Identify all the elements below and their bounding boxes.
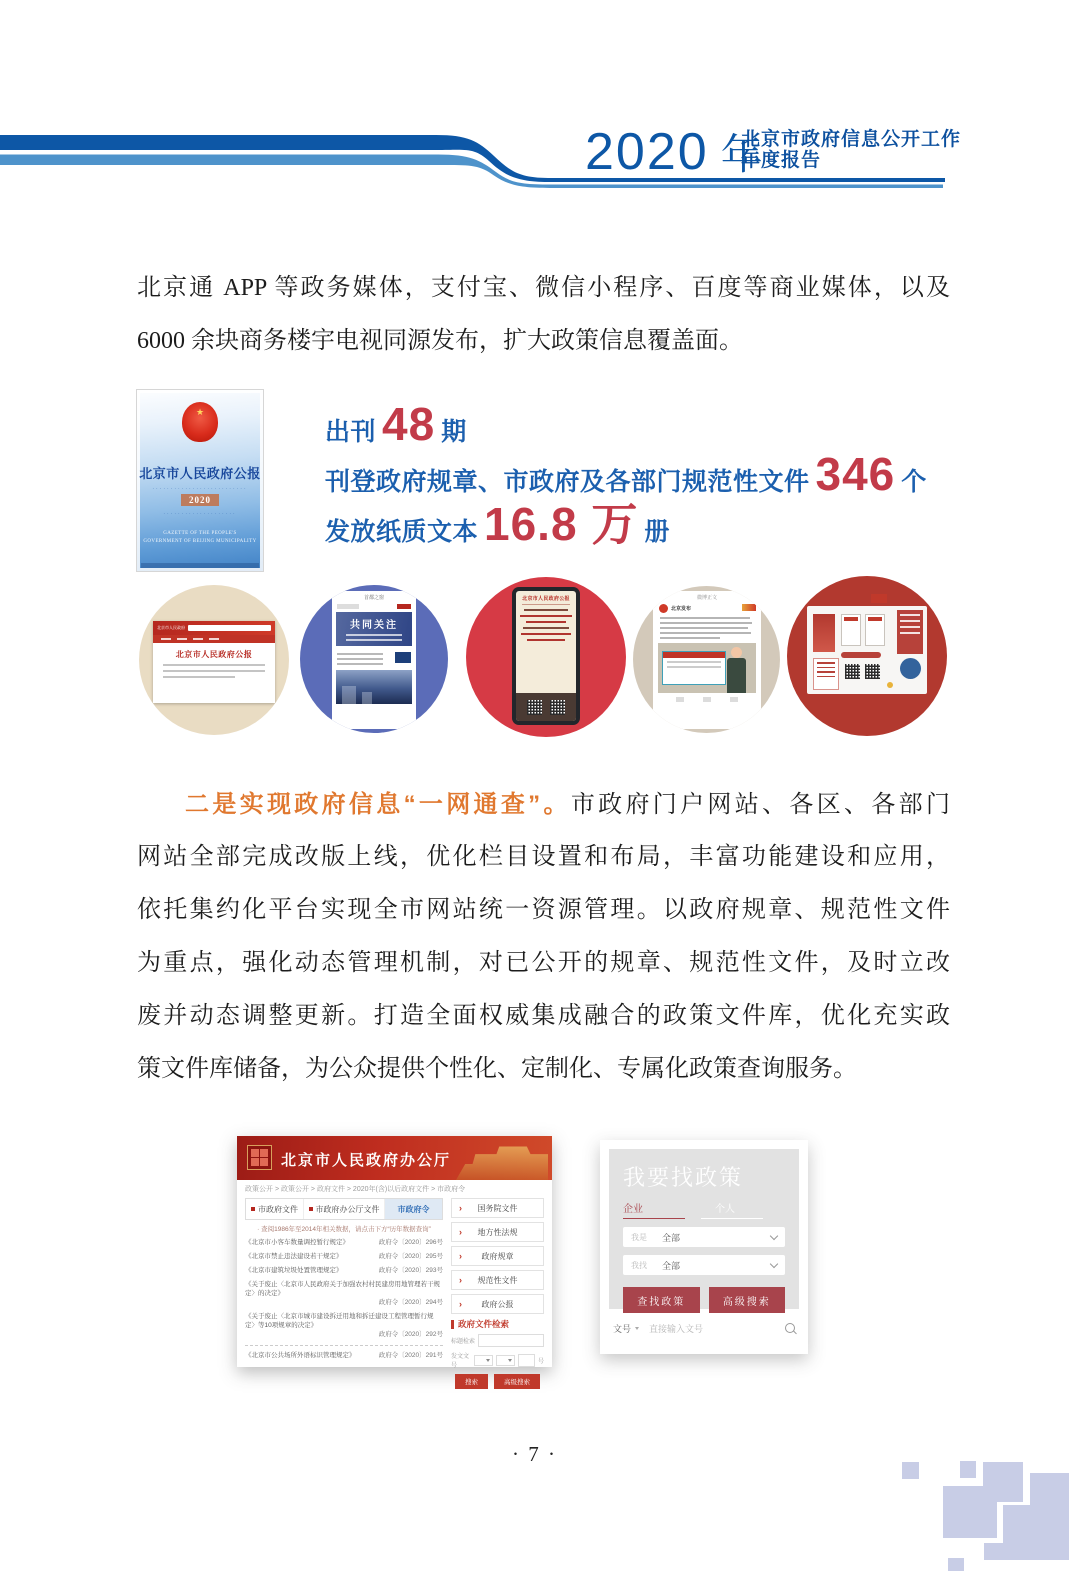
side-link-state-council[interactable]: › 国务院文件: [451, 1198, 544, 1218]
header-title-line1: 北京市政府信息公开工作: [741, 129, 962, 150]
city-photo: [336, 670, 412, 704]
stat-line-issues: 出刊 48 期: [325, 398, 467, 450]
qr-code-icon: [865, 664, 880, 679]
avatar: [659, 604, 668, 613]
tab-office-documents[interactable]: 市政府办公厅文件: [303, 1199, 385, 1219]
document-row[interactable]: 《北京市建筑垃圾处置管理规定》 政府令〔2020〕293号: [245, 1267, 443, 1274]
paragraph-line: 6000 余块商务楼宇电视同源发布，扩大政策信息覆盖面。: [137, 328, 743, 354]
circle-thumb-weibo-post: [633, 586, 780, 733]
arrow-right-icon: ›: [459, 1227, 462, 1237]
side-link-gov-rules[interactable]: › 政府规章: [451, 1246, 544, 1266]
header-report-title: [741, 129, 961, 171]
stat-value: 346: [815, 448, 896, 500]
title-search-input[interactable]: [478, 1334, 544, 1347]
arrow-right-icon: ›: [459, 1299, 462, 1309]
tab-government-orders-active[interactable]: 市政府令: [385, 1199, 442, 1219]
screenshot-policy-finder: [600, 1140, 808, 1354]
paragraph-line: 二是实现政府信息“一网通查”。市政府门户网站、各区、各部门: [185, 791, 950, 818]
nav-bar: [153, 635, 275, 643]
document-row[interactable]: 《关于废止〈北京市城市建设拆迁用地和拆迁建设工程管理暂行规定〉等10项规章的决定》 政府令〔2020〕292号: [245, 1313, 443, 1338]
weibo-decoration: [742, 604, 756, 611]
news-tag: [395, 652, 411, 663]
chevron-down-icon: [635, 1327, 639, 1330]
mosaic-square: [984, 1543, 1069, 1560]
paragraph-line: 北京通 APP 等政务媒体，支付宝、微信小程序、百度等商业媒体，以及: [137, 275, 950, 301]
gov-site-banner: [237, 1136, 552, 1180]
policy-finder-title: 我要找政策: [623, 1165, 744, 1190]
doc-number-input[interactable]: [518, 1354, 535, 1367]
document-search-header: 政府文件检索: [451, 1318, 544, 1330]
page-number: · 7 ·: [512, 1442, 557, 1466]
paragraph-line: 废并动态调整更新。打造全面权威集成融合的政策文件库，优化充实政: [137, 1003, 950, 1029]
cover-ornament: ····················: [163, 512, 237, 517]
search-icon[interactable]: [785, 1323, 795, 1333]
find-policy-button[interactable]: 查找政策: [623, 1287, 700, 1313]
cover-ornament: ··························: [152, 487, 248, 492]
doc-number-select[interactable]: [496, 1355, 515, 1366]
site-name: 北京市人民政府: [157, 625, 185, 630]
tab-marker-icon: [309, 1207, 313, 1211]
document-tabs: [245, 1198, 443, 1220]
i-seek-select[interactable]: 我找 全部: [623, 1255, 785, 1275]
paragraph-lead-highlight: 二是实现政府信息“一网通查”。: [185, 791, 571, 818]
paragraph-one-network-query: [137, 778, 950, 1096]
weibo-video-thumbnail: [658, 643, 756, 693]
article-banner: [336, 612, 412, 646]
paragraph-line: 网站全部完成改版上线，优化栏目设置和布局，丰富功能建设和应用，: [137, 844, 950, 870]
stat-line-copies: 发放纸质文本 16.8 万 册: [325, 498, 670, 550]
tiananmen-icon: [456, 1142, 548, 1180]
doc-number-placeholder: 直接输入文号: [649, 1323, 704, 1334]
archive-note: · 查阅1986年至2014年相关数据，请点击下方“历年数据查询”: [257, 1226, 431, 1233]
qr-code-icon: [845, 664, 860, 679]
paragraph-line: 策文件库储备，为公众提供个性化、定制化、专属化政策查询服务。: [137, 1056, 857, 1082]
gazette-cover-caption: GAZETTE OF THE PEOPLE'S GOVERNMENT OF BEIJING MUNICIPALITY: [143, 531, 257, 544]
weibo-header: 微博正文: [696, 596, 717, 601]
mosaic-square: [902, 1462, 919, 1479]
weibo-account-name: 北京发布: [671, 607, 692, 612]
doc-number-label: 发文文号: [451, 1354, 470, 1369]
stat-value: 48: [382, 398, 436, 450]
advanced-search-button[interactable]: 高级搜索: [709, 1287, 786, 1313]
chevron-down-icon: [770, 1259, 778, 1267]
seal-icon: [247, 1145, 272, 1170]
gov-site-title: 北京市人民政府办公厅: [281, 1152, 452, 1169]
qr-code-icon: [550, 700, 565, 715]
chevron-down-icon: [770, 1231, 778, 1239]
search-input[interactable]: [188, 625, 271, 631]
mosaic-square: [943, 1486, 997, 1538]
paragraph-line: 为重点，强化动态管理机制，对已公开的规章、规范性文件，及时立改: [137, 950, 950, 976]
circle-thumb-gazette-website: [139, 585, 289, 735]
chevron-down-icon: [486, 1359, 490, 1362]
mosaic-square: [948, 1558, 964, 1571]
side-link-local-regulations[interactable]: › 地方性法规: [451, 1222, 544, 1242]
breadcrumb[interactable]: 政策公开 > 政策公开 > 政府文件 > 2020年(含)以后政府文件 > 市政府令: [245, 1186, 466, 1193]
tab-enterprise-active[interactable]: 企业: [623, 1200, 685, 1219]
national-emblem-icon: [182, 402, 218, 442]
paragraph-media-coverage: [137, 262, 950, 368]
document-row[interactable]: 《北京市公共场所外语标识管理规定》 政府令〔2020〕291号: [245, 1345, 443, 1362]
qr-code-icon: [527, 700, 542, 715]
tab-municipal-documents[interactable]: 市政府文件: [246, 1199, 303, 1219]
i-am-select[interactable]: 我是 全部: [623, 1227, 785, 1247]
gazette-cover-year: 2020: [181, 494, 219, 506]
tab-individual[interactable]: 个人: [701, 1200, 763, 1219]
cover-footer-band: [141, 563, 259, 568]
gazette-cover-title: 北京市人民政府公报: [139, 466, 261, 481]
arrow-right-icon: ›: [459, 1251, 462, 1261]
policy-finder-panel: [609, 1149, 799, 1309]
weibo-action-bar: [653, 693, 761, 702]
header-year: [585, 122, 763, 182]
presenter-figure: [731, 647, 742, 658]
mobile-gazette-title: 北京市人民政府公报: [522, 597, 570, 602]
article-banner-title: 共同关注: [350, 620, 398, 631]
doc-number-search-bar[interactable]: 文号 直接输入文号: [609, 1317, 799, 1339]
arrow-right-icon: ›: [459, 1275, 462, 1285]
gazette-site-title: 北京市人民政府公报: [175, 650, 253, 659]
header-year-number: 2020: [585, 123, 709, 181]
tab-marker-icon: [251, 1207, 255, 1211]
header-year-suffix: 年: [720, 131, 763, 178]
title-search-label: 标题检索: [451, 1339, 476, 1345]
side-link-normative-documents[interactable]: › 规范性文件: [451, 1270, 544, 1290]
doc-number-unit: 号: [538, 1358, 545, 1365]
document-row[interactable]: 《关于废止〈北京市人民政府关于加强农村村民建房用地管理若干规定〉的决定》 政府令〔2020〕294号: [245, 1281, 443, 1306]
wechat-header: 首都之窗: [363, 596, 384, 601]
circle-thumb-infographic: [787, 576, 947, 736]
header-title-line2: 年度报告: [741, 150, 822, 171]
chevron-down-icon: [508, 1359, 512, 1362]
doc-number-select[interactable]: [474, 1355, 493, 1366]
side-link-gov-gazette[interactable]: › 政府公报: [451, 1294, 544, 1314]
gazette-statistics: [325, 398, 965, 550]
paragraph-line: 依托集约化平台实现全市网站统一资源管理。以政府规章、规范性文件: [137, 897, 950, 923]
star-icon: ★: [195, 407, 205, 417]
stat-value: 16.8 万: [484, 498, 639, 550]
mosaic-square: [960, 1461, 976, 1478]
advanced-search-button[interactable]: 高级搜索: [494, 1374, 540, 1389]
stat-line-documents: 刊登政府规章、市政府及各部门规范性文件 346 个: [325, 448, 927, 500]
circle-thumb-mobile-gazette: [466, 577, 626, 737]
search-button[interactable]: 搜索: [455, 1374, 488, 1389]
document-row[interactable]: 《北京市小客车数量调控暂行规定》 政府令〔2020〕296号: [245, 1239, 443, 1246]
circle-thumb-wechat-article: [300, 585, 448, 733]
document-row[interactable]: 《北京市禁止违法建设若干规定》 政府令〔2020〕295号: [245, 1253, 443, 1260]
arrow-right-icon: ›: [459, 1203, 462, 1213]
screenshot-gov-office-website: [237, 1136, 552, 1386]
gazette-cover-image: [137, 390, 263, 571]
